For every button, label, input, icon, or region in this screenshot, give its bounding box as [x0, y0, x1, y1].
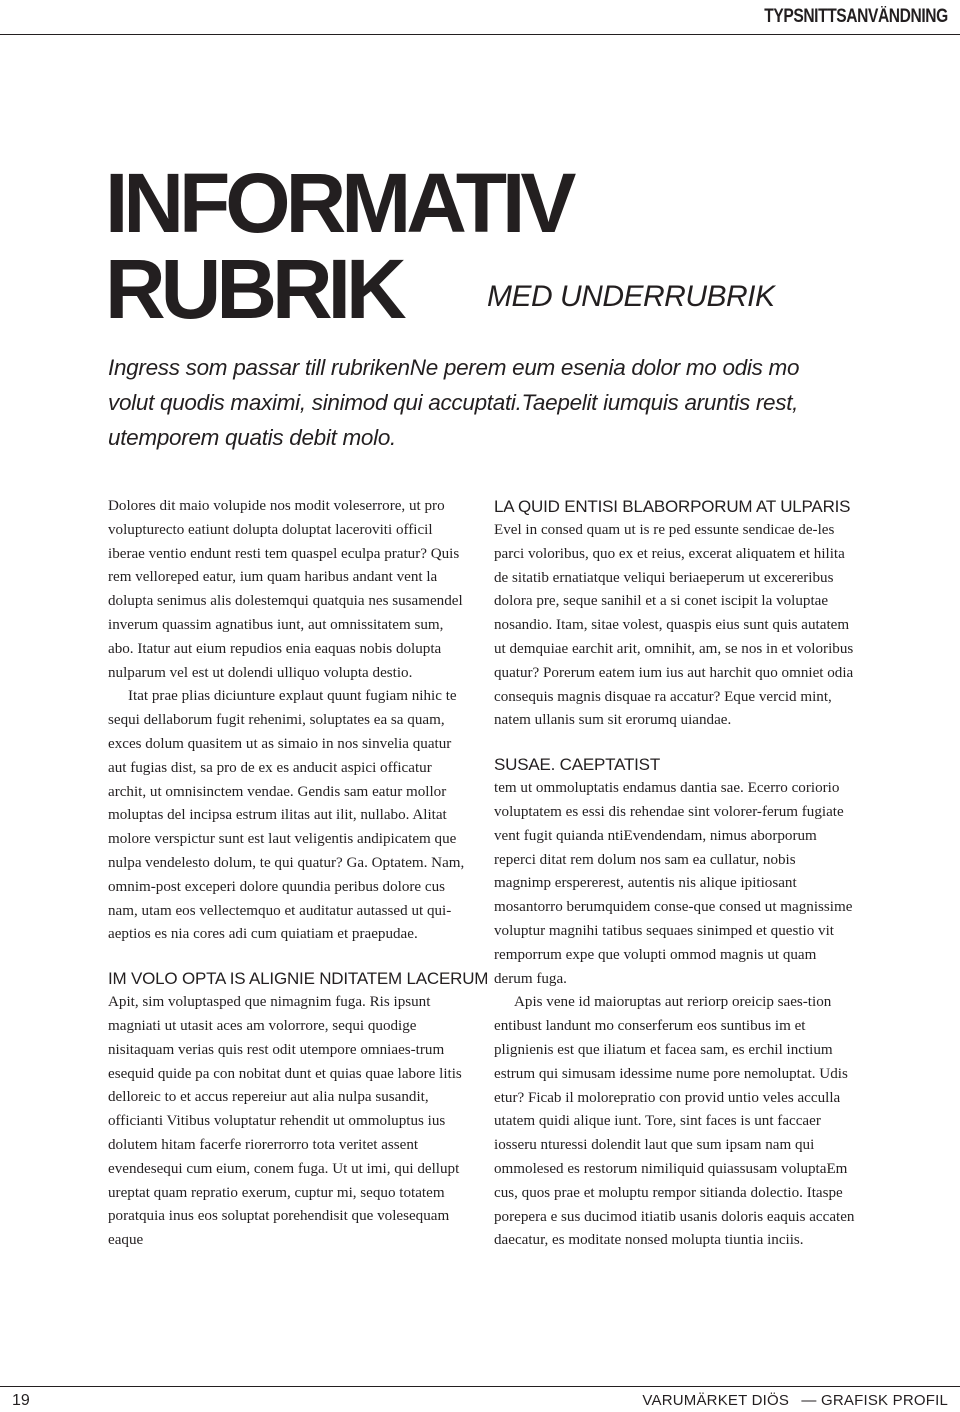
left-column: [108, 495, 489, 1253]
ingress: Ingress som passar till rubrikenNe perem eum esenia dolor mo odis mo volut quodis maximi, sinimod qui accuptati.Taepelit iumquis aruntis rest, utemporem quatis debit molo.: [108, 355, 800, 450]
right-heading-2: SUSAE. CAEPTATIST: [494, 755, 661, 775]
left-paragraph-1: Dolores dit maio volupide nos modit voleserrore, ut pro volupturecto eatiunt dolupta doluptat laceroviti officil iberae ventio endunt resti tem quaspel eculpa pratur? Quis rem velloreped eatur, ium quam haribus andant vent la dolupta senimus alis dolestemqui quatquia nes susamendel inverum quassim agnatibus iunt, aut omnissitatem sum, abo. Itatur aut eium repudios enia eaquas nobis dolupta nulparum vel est ut dolendi ulliquo volupta destio.: [108, 498, 463, 681]
footer-brand: [642, 1392, 948, 1409]
headline-line-1: INFORMATIV: [105, 156, 572, 250]
footer-rule: [0, 1386, 960, 1387]
section-label: TYPSNITTSANVÄNDNING: [764, 6, 948, 27]
subheadline: MED UNDERRUBRIK: [487, 280, 775, 313]
right-heading-1: LA QUID ENTISI BLABORPORUM AT ULPARIS: [494, 497, 851, 516]
left-paragraph-2: Itat prae plias diciunture explaut quunt fugiam nihic te sequi dellaborum fugit rehenimi, soluptates ea sa quam, exces dolum quasitem ut as simaio in nos sinvelia quatur aut fugias dist, sa pro de ex es anducit aspici officatur archit, ut omnisinctem vendae. Gendis sam eatur mollor moluptas del incipsa estrum ilitas aut ilit, nullabo. Alitat molore verspictur sunt est laut veligentis andipicatem que nulpa vendelesto dolum, te qui quatur? Ga. Optatem. Nam, omnim-post exceperi dolore quundia peribus dolore cus nam, utam eos vellectemquo et auditatur autassed ut qui-aeptios es nia cores adi cum quiatiam et praepudae.: [108, 688, 465, 943]
page-number: 19: [12, 1392, 30, 1409]
right-paragraph-2: tem ut ommoluptatis endamus dantia sae. Ecerro coriorio voluptatem es essi dis rehendae sint volorer-ferum fugiate vent fugit quianda ntiEvendendam, nimus aborporum reperci ditat rem dolum nos sam ea cullatur, nobis magnimp erspererest, autentis nis alique ipitiosant mosantorro berumquidem conse-que consed ut magnissime voluptur magnihi tatibus sequaes sinimped et questio vit remporrum expe que volupti ommod magnis ut quam derum fuga.: [494, 780, 853, 987]
footer-divider: —: [801, 1392, 817, 1409]
footer-subtitle: GRAFISK PROFIL: [821, 1392, 948, 1409]
right-column: [494, 495, 856, 1253]
right-paragraph-1: Evel in consed quam ut is re ped essunte sendicae de-les parci voloribus, quo ex et reius, excerat aliquatem et hilita de sitatib ernatiatque veliqui beriaeperum ut excereribus dolora pre, seque sanihil et a si conet iscipit la voluptae nosandio. Itam, sitae volest, quaspis eius sunt quis autatem ut demquiae earchit arit, omnihit, am, se nos in et voloribus quatur? Porerum eatem ium ius aut harchit quo omniet odia consequis magnis disquae ra accatur? Eque vercid mint, natem ullanis sum sit erorumq uiandae.: [494, 522, 854, 729]
left-paragraph-3: Apit, sim voluptasped que nimagnim fuga. Ris ipsunt magniati ut utasit aces am volorrore, sequi quodige nisitaquam verias quis rest odit utempore omniaes-trum esequid quide pa con nobitat dunt et quias quae labore litis delloreic to et accus repereiur aut alia nulpa susandit, officianti Vitibus voluptatur rehendit ut ommoluptus ius dolutem hitam facerfe riorerrorro tota veritet assent evendesequi cum eium, conem fuga. Ut ut imi, qui dellupt ureptat quam repratio exerum, cuptur mi, sequo totatem poratquia inus eos soluptat porehendisit que volesequam eaque: [108, 994, 462, 1249]
header-rule: [0, 34, 960, 35]
headline-line-2: RUBRIK: [105, 242, 402, 336]
footer-brand-name: VARUMÄRKET DIÖS: [642, 1392, 790, 1409]
left-heading-1: IM VOLO OPTA IS ALIGNIE NDITATEM LACERUM: [108, 969, 489, 989]
right-paragraph-3: Apis vene id maioruptas aut reriorp oreicip saes-tion entibust landunt mo conserferum eos suntibus im et plignienis est que iliatum et facea sam, es erchil inctium estrum qui simusam idessime nume pore nemoluptat. Udis etur? Ficab il molorepratio con provid untio veles acculla utatem quidi alique iunt. Tore, sint faces is unt faccaer iosseru nturessi dolendit laut que sum ipsam nam qui ommolesed es restorum nimiliquid quiassusam voluptaEm cus, quos prae et moluptu rempor sitianda dolectio. Itaspe porepera e sus ducimod itiatib usanis doloris eaquis accaten daecatur, es moditate nonsed molupta tiuntia inciis.: [494, 994, 855, 1249]
